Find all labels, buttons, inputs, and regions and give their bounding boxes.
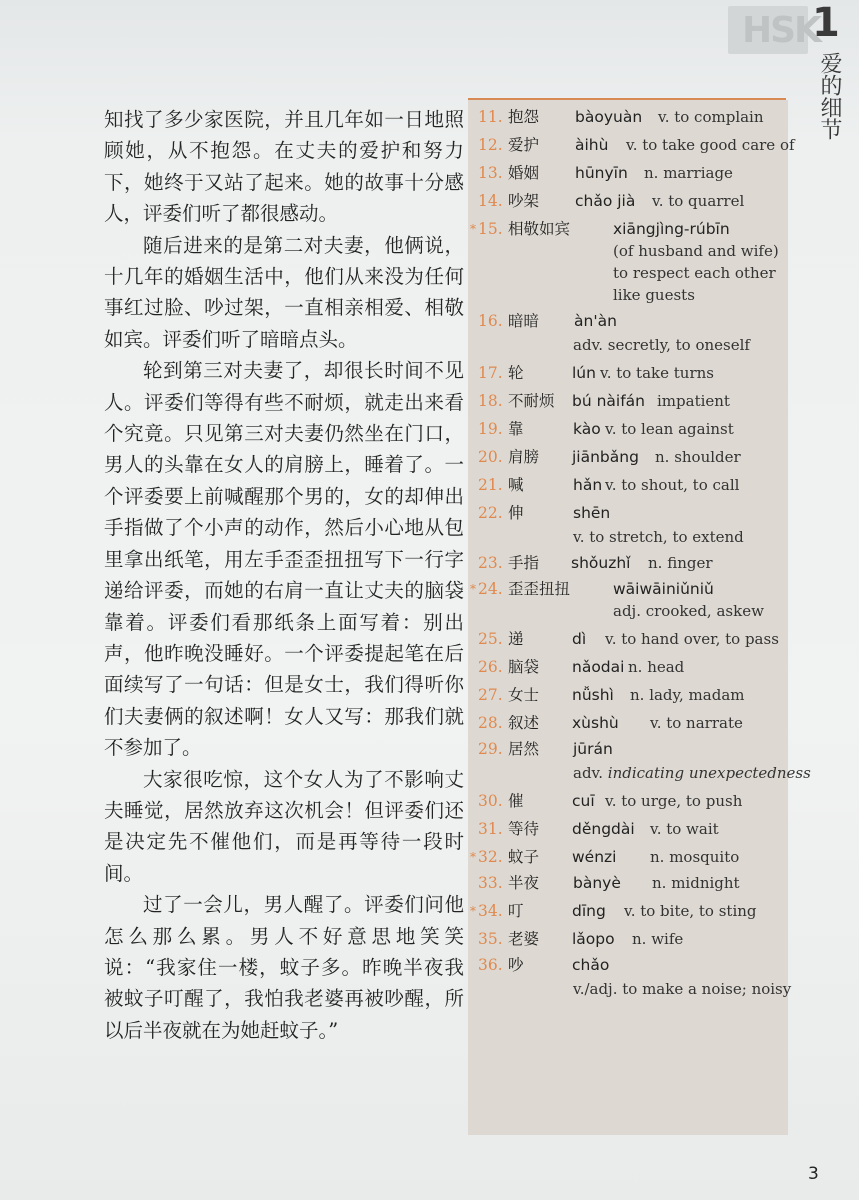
star-icon: *: [470, 904, 476, 918]
vocab-number: 28.: [478, 714, 503, 732]
vocab-entry: [470, 900, 757, 922]
vocab-number: 35.: [478, 930, 503, 948]
vocab-number: 19.: [478, 420, 503, 438]
page-number: 3: [808, 1164, 819, 1184]
vocab-definition-line: adv. indicating unexpectedness: [573, 764, 811, 782]
vocab-number: 14.: [478, 192, 503, 210]
vocab-word: 脑袋: [508, 658, 540, 676]
vocab-word: 半夜: [508, 874, 540, 892]
vocab-definition: v. to bite, to sting: [624, 902, 757, 920]
vocab-pinyin: hūnyīn: [575, 164, 628, 182]
vocab-definition: n. midnight: [652, 874, 740, 892]
vocab-entry: [478, 190, 745, 212]
vocab-pinyin: jūrán: [573, 740, 613, 758]
vocab-word: 不耐烦: [508, 392, 555, 410]
vocabulary-divider: [468, 98, 786, 100]
vocab-definition: n. wife: [632, 930, 684, 948]
hsk-logo: HSK: [728, 6, 808, 54]
vocab-entry: [478, 474, 740, 496]
vocab-definition: n. lady, madam: [630, 686, 745, 704]
vocab-word: 暗暗: [508, 312, 540, 330]
vocab-word: 蚊子: [508, 848, 540, 866]
vocab-pinyin: xùshù: [572, 714, 619, 732]
vocab-number: 29.: [478, 740, 503, 758]
star-icon: *: [470, 582, 476, 596]
vocab-pinyin: chǎo: [572, 956, 610, 974]
vocab-pinyin: nǎodai: [572, 658, 625, 676]
vocab-definition: v. to wait: [650, 820, 719, 838]
vocab-word: 轮: [508, 364, 524, 382]
vocab-pinyin: lǎopo: [572, 930, 615, 948]
vocab-pinyin: shēn: [573, 504, 611, 522]
vocab-definition-line: v./adj. to make a noise; noisy: [573, 980, 792, 998]
vocab-entry: [478, 790, 743, 812]
vocab-word: 伸: [508, 504, 524, 522]
vocab-entry: [478, 656, 685, 678]
vocab-word: 催: [508, 792, 524, 810]
vocab-word: 老婆: [508, 930, 540, 948]
vocab-number: 17.: [478, 364, 503, 382]
vocab-entry: [478, 954, 792, 998]
vocab-entry: [470, 846, 740, 868]
vocab-word: 女士: [508, 686, 540, 704]
story-paragraph: 知找了多少家医院，并且几年如一日地照顾她，从不抱怨。在丈夫的爱护和努力下，她终于又站了起来。她的故事十分感人，评委们听了都很感动。: [104, 108, 464, 226]
vocab-entry: [478, 628, 779, 650]
vocab-pinyin: jiānbǎng: [572, 448, 639, 466]
vocab-definition: v. to quarrel: [652, 192, 745, 210]
vocab-word: 抱怨: [508, 108, 540, 126]
vocab-word: 爱护: [508, 136, 540, 154]
vocab-number: 25.: [478, 630, 503, 648]
vocab-entry: [478, 162, 733, 184]
vocab-entry: [478, 502, 744, 546]
vocab-entry: [478, 818, 719, 840]
vocab-number: 18.: [478, 392, 503, 410]
vocab-word: 靠: [508, 420, 524, 438]
vocab-entry: [478, 134, 795, 156]
vocab-number: 13.: [478, 164, 503, 182]
vocab-word: 相敬如宾: [508, 220, 571, 238]
vocab-pinyin: shǒuzhǐ: [571, 554, 631, 572]
vocab-word: 吵架: [508, 192, 540, 210]
vocab-entry: [478, 418, 734, 440]
vocab-definition: impatient: [657, 392, 730, 410]
vocab-definition: n. shoulder: [655, 448, 741, 466]
story-paragraph: 随后进来的是第二对夫妻，他俩说，十几年的婚姻生活中，他们从来没为任何事红过脸、吵过架，一直相亲相爱、相敬如宾。评委们听了暗暗点头。: [104, 233, 464, 351]
star-icon: *: [470, 222, 476, 236]
vocab-word: 歪歪扭扭: [508, 580, 571, 598]
vocab-definition: n. head: [628, 658, 685, 676]
vocab-pinyin: lún: [572, 364, 596, 382]
vocab-entry: [478, 712, 743, 734]
vocab-number: 12.: [478, 136, 503, 154]
story-paragraph: 过了一会儿，男人醒了。评委们问他怎么那么累。男人不好意思地笑笑说：“我家住一楼，蚊子多。昨晚半夜我被蚊子叮醒了，我怕我老婆再被吵醒，所以后半夜就在为她赶蚊子。”: [104, 893, 464, 1042]
story-paragraph: 轮到第三对夫妻了，却很长时间不见人。评委们等得有些不耐烦，就走出来看个究竟。只见第三对夫妻仍然坐在门口，男人的头靠在女人的肩膀上，睡着了。一个评委要上前喊醒那个男的，女的却伸出手指做了个小声的动作，然后小心地从包里拿出纸笔，用左手歪歪扭扭写下一行字递给评委，而她的右肩一直让丈夫的脑袋靠着。评委们看那纸条上面写着：别出声，他昨晚没睡好。一个评委提起笔在后面续写了一句话：但是女士，我们得听你们夫妻俩的叙述啊！女人又写：那我们就不参加了。: [104, 359, 464, 760]
vocab-definition: v. to shout, to call: [605, 476, 740, 494]
vocab-number: 31.: [478, 820, 503, 838]
vocab-pinyin: wāiwāiniǔniǔ: [613, 580, 714, 598]
vocab-pinyin: àn'àn: [574, 312, 617, 330]
vocab-entry: [478, 872, 740, 894]
vocab-number: 20.: [478, 448, 503, 466]
vocab-pinyin: cuī: [572, 792, 595, 810]
vocab-number: 11.: [478, 108, 503, 126]
vocab-definition-line: adv. secretly, to oneself: [573, 336, 750, 354]
vocab-pinyin: děngdài: [572, 820, 635, 838]
vocab-pinyin: dì: [572, 630, 587, 648]
vocab-word: 吵: [508, 956, 524, 974]
vocab-word: 婚姻: [508, 164, 540, 182]
vocab-word: 递: [508, 630, 524, 648]
story-paragraph: 大家很吃惊，这个女人为了不影响丈夫睡觉，居然放弃这次机会！但评委们还是决定先不催他们，而是再等待一段时间。: [104, 767, 464, 885]
vocab-definition: v. to take turns: [600, 364, 714, 382]
vocab-number: 32.: [478, 848, 503, 866]
vocab-definition-line: (of husband and wife): [613, 242, 779, 260]
vocab-definition: v. to urge, to push: [605, 792, 743, 810]
vocab-definition: v. to narrate: [650, 714, 743, 732]
chapter-number: 1: [812, 0, 840, 46]
vocab-pinyin: àihù: [575, 136, 609, 154]
vocab-entry: [478, 738, 811, 782]
vocab-word: 手指: [508, 554, 540, 572]
vocab-number: 22.: [478, 504, 503, 522]
vocab-definition: n. marriage: [644, 164, 733, 182]
vocab-word: 叙述: [508, 714, 540, 732]
vocab-number: 33.: [478, 874, 503, 892]
vocab-number: 36.: [478, 956, 503, 974]
vocab-pinyin: hǎn: [573, 476, 603, 494]
vocab-word: 肩膀: [508, 448, 540, 466]
vocab-pinyin: nǚshì: [572, 686, 614, 704]
vocab-number: 27.: [478, 686, 503, 704]
vocab-entry: [478, 684, 745, 706]
vocab-definition-line: adj. crooked, askew: [613, 602, 764, 620]
vocab-number: 34.: [478, 902, 503, 920]
vocab-pinyin: bàoyuàn: [575, 108, 643, 126]
vocab-entry: [470, 578, 764, 620]
vocab-pinyin: chǎo jià: [575, 192, 636, 210]
vocab-definition: v. to take good care of: [626, 136, 795, 154]
vocab-entry: [478, 928, 684, 950]
vocab-entry: [478, 390, 730, 412]
vocab-pinyin: kào: [573, 420, 601, 438]
vocab-entry: [478, 310, 750, 354]
vocab-word: 居然: [508, 740, 540, 758]
vocab-pinyin: bànyè: [573, 874, 621, 892]
vocab-definition-line: to respect each other: [613, 264, 776, 282]
vocab-number: 23.: [478, 554, 503, 572]
vocab-pinyin: bú nàifán: [572, 392, 645, 410]
vocab-number: 26.: [478, 658, 503, 676]
vocab-number: 21.: [478, 476, 503, 494]
vocab-definition: v. to complain: [658, 108, 764, 126]
vocab-number: 30.: [478, 792, 503, 810]
vocab-word: 叮: [508, 902, 524, 920]
vocab-entry: [478, 362, 714, 384]
vocab-pinyin: dīng: [572, 902, 606, 920]
vocab-number: 16.: [478, 312, 503, 330]
vocab-definition: n. mosquito: [650, 848, 740, 866]
vocab-entry: [478, 552, 713, 574]
vocab-definition: v. to lean against: [605, 420, 734, 438]
vocab-pinyin: xiāngjìng-rúbīn: [613, 220, 730, 238]
vocab-entry: [478, 446, 741, 468]
vocab-number: 15.: [478, 220, 503, 238]
vocab-definition: n. finger: [648, 554, 713, 572]
chapter-title: 爱的细节: [817, 52, 842, 140]
story-text: [104, 104, 464, 1046]
vocab-pinyin: wénzi: [572, 848, 617, 866]
star-icon: *: [470, 850, 476, 864]
vocab-definition-line: v. to stretch, to extend: [573, 528, 744, 546]
vocab-entry: [478, 106, 764, 128]
vocab-entry: [470, 218, 779, 304]
vocab-definition-line: like guests: [613, 286, 695, 304]
vocab-definition: v. to hand over, to pass: [605, 630, 779, 648]
vocab-word: 喊: [508, 476, 524, 494]
vocab-number: 24.: [478, 580, 503, 598]
vocab-word: 等待: [508, 820, 540, 838]
